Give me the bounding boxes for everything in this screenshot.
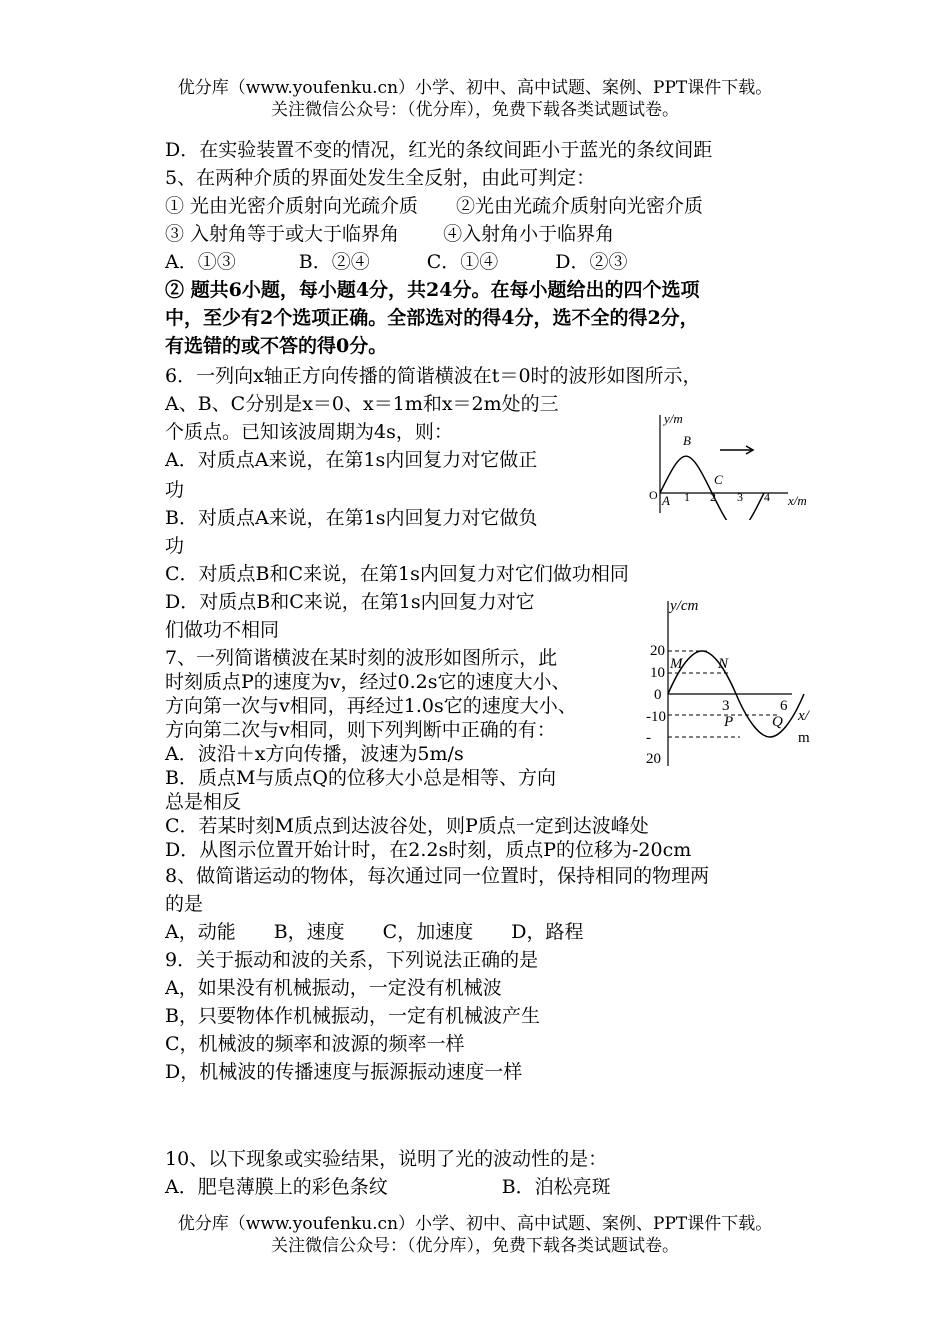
q6-stem-3: 个质点。已知该波周期为4s，则： (165, 421, 453, 443)
q7-ytick-0: 0 (654, 687, 662, 703)
q7-option-b-cont: 总是相反 (165, 791, 242, 813)
q7-stem-3: 方向第一次与v相同，再经过1.0s它的速度大小、 (165, 695, 577, 717)
q6-point-b: B (683, 433, 691, 448)
q6-option-d-cont: 们做功不相同 (165, 619, 280, 641)
q7-y-label: y/cm (670, 598, 699, 614)
q6-stem-1: 6．一列向x轴正方向传播的简谐横波在t＝0时的波形如图所示， (165, 365, 702, 387)
q7-point-n: N (718, 656, 729, 672)
q6-point-a: A (662, 493, 670, 508)
q9-option-b: B，只要物体作机械振动，一定有机械波产生 (165, 1005, 540, 1027)
q5-statements-1-2: ① 光由光密介质射向光疏介质 ②光由光疏介质射向光密介质 (165, 195, 704, 217)
q7-ytick-20: 20 (650, 643, 665, 659)
q5-statements-3-4: ③ 入射角等于或大于临界角 ④入射角小于临界角 (165, 223, 615, 245)
q6-option-b-cont: 功 (165, 535, 185, 557)
q8-stem: 8、做简谐运动的物体，每次通过同一位置时，保持相同的物理两 (165, 865, 710, 887)
footer-line-2: 关注微信公众号：（优分库），免费下载各类试题试卷。 (271, 1236, 679, 1256)
q7-ytick-neg10: -10 (646, 709, 666, 725)
q8-stem-cont: 的是 (165, 893, 204, 915)
q6-tick-4: 4 (764, 490, 770, 504)
q7-point-q: Q (772, 714, 783, 730)
q6-x-label: x/m (788, 493, 807, 508)
q6-option-a-cont: 功 (165, 479, 185, 501)
q9-option-c: C，机械波的频率和波源的频率一样 (165, 1033, 465, 1055)
q6-tick-2: 2 (710, 490, 716, 504)
q6-option-b: B．对质点A来说，在第1s内回复力对它做负 (165, 507, 538, 529)
q6-option-a: A．对质点A来说，在第1s内回复力对它做正 (165, 449, 538, 471)
q7-option-c: C．若某时刻M质点到达波谷处，则P质点一定到达波峰处 (165, 815, 649, 837)
q6-tick-1: 1 (684, 490, 690, 504)
q6-tick-3: 3 (737, 490, 743, 504)
section-2-instructions-3: 有选错的或不答的得0分。 (165, 335, 388, 357)
q10-stem: 10、以下现象或实验结果，说明了光的波动性的是： (165, 1148, 608, 1170)
q8-options: A，动能 B，速度 C，加速度 D，路程 (165, 921, 584, 943)
q7-xtick-6: 6 (780, 698, 788, 714)
q6-stem-2: A、B、C分别是x＝0、x＝1m和x＝2m处的三 (165, 393, 559, 415)
section-2-instructions-1: ② 题共6小题，每小题4分，共24分。在每小题给出的四个选项 (165, 279, 700, 301)
section-2-instructions-2: 中，至少有2个选项正确。全部选对的得4分，选不全的得2分， (165, 307, 699, 329)
q5-options: A．①③ B．②④ C．①④ D．②③ (165, 251, 628, 273)
q6-point-c: C (714, 472, 723, 487)
q5-stem: 5、在两种介质的界面处发生全反射，由此可判定： (165, 167, 596, 189)
q6-option-c: C．对质点B和C来说，在第1s内回复力对它们做功相同 (165, 563, 629, 585)
q9-option-a: A，如果没有机械振动，一定没有机械波 (165, 977, 502, 999)
q6-wave-figure (640, 405, 820, 520)
q9-option-d: D，机械波的传播速度与振源振动速度一样 (165, 1061, 523, 1083)
header-line-1: 优分库（www.youfenku.cn）小学、初中、高中试题、案例、PPT课件下载。 (177, 78, 773, 98)
q7-x-label: x/ (798, 708, 809, 724)
q7-point-p: P (724, 714, 734, 730)
q7-stem-1: 7、一列简谐横波在某时刻的波形如图所示，此 (165, 647, 558, 669)
header-line-2: 关注微信公众号：（优分库），免费下载各类试题试卷。 (271, 100, 679, 120)
q10-options: A．肥皂薄膜上的彩色条纹 B．泊松亮斑 (165, 1176, 611, 1198)
q6-y-label: y/m (664, 411, 683, 426)
q7-wave-figure (640, 596, 820, 771)
q7-x-unit: m (798, 730, 810, 746)
q6-wave-curve (660, 456, 764, 520)
footer-line-1: 优分库（www.youfenku.cn）小学、初中、高中试题、案例、PPT课件下载。 (177, 1214, 773, 1234)
q6-option-d: D．对质点B和C来说，在第1s内回复力对它 (165, 591, 535, 613)
q7-option-b: B．质点M与质点Q的位移大小总是相等、方向 (165, 767, 556, 789)
q7-stem-2: 时刻质点P的速度为v，经过0.2s它的速度大小、 (165, 671, 571, 693)
q7-xtick-3: 3 (722, 698, 730, 714)
q7-ytick-20-neg: 20 (646, 751, 661, 767)
q7-ytick-10: 10 (650, 665, 665, 681)
q4-option-d: D．在实验装置不变的情况，红光的条纹间距小于蓝光的条纹间距 (165, 139, 713, 161)
q7-option-d: D．从图示位置开始计时，在2.2s时刻，质点P的位移为-20cm (165, 839, 692, 861)
q7-option-a: A．波沿＋x方向传播，波速为5m/s (165, 743, 464, 765)
q6-origin-label: O (649, 488, 658, 502)
q7-stem-4: 方向第二次与v相同，则下列判断中正确的有： (165, 719, 556, 741)
q9-stem: 9．关于振动和波的关系，下列说法正确的是 (165, 949, 539, 971)
q7-ytick-minus: - (646, 730, 651, 746)
q7-point-m: M (670, 656, 683, 672)
